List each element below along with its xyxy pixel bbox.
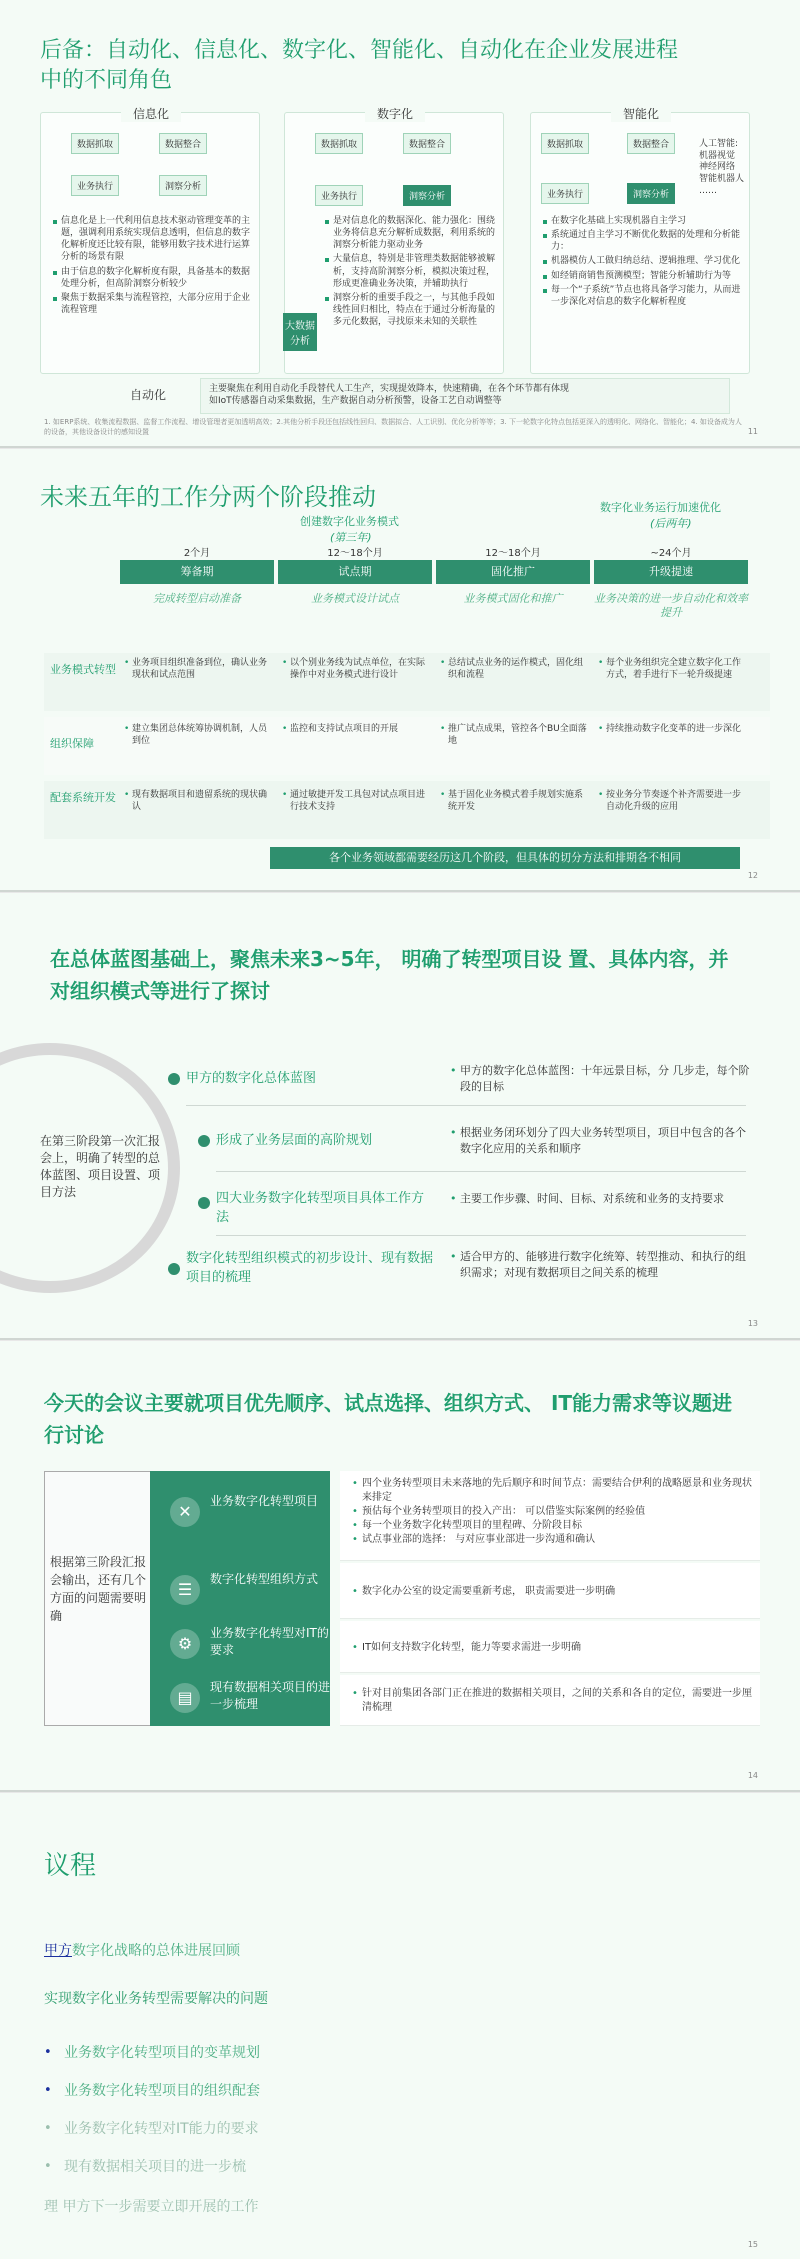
gear-icon: ⚙ bbox=[170, 1629, 200, 1659]
topic-desc: • 适合甲方的、能够进行数字化统筹、转型推动、和执行的组织需求；对现有数据项目之间关系的梳理 bbox=[450, 1249, 750, 1281]
bullet: 是对信息化的数据深化、能力强化：围绕业务将信息充分解析成数据，利用系统的洞察分析能力驱动业务 bbox=[325, 215, 497, 251]
phase-head: 固化推广 bbox=[436, 560, 590, 584]
bullet: 洞察分析的重要手段之一，与其他手段如线性回归相比，特点在于通过分析海量的多元化数据，寻找原来未知的关联性 bbox=[325, 292, 497, 328]
phase-duration: 12～18个月 bbox=[485, 548, 541, 559]
bullet: 如经销商销售预测模型；智能分析辅助行为等 bbox=[543, 270, 743, 282]
phase-duration: ~24个月 bbox=[650, 548, 692, 559]
agenda-title: 议程 bbox=[44, 1851, 97, 1881]
bullet: 信息化是上一代利用信息技术驱动管理变革的主题，强调利用系统实现信息透明，但信息的数字化解析度还比较有限，能够用数字技术进行运算分析的场景有限 bbox=[53, 215, 253, 264]
flow-data-integrate: 数据整合 bbox=[627, 133, 675, 154]
row-cell: • 基于固化业务模式着手规划实施系统开发 bbox=[440, 789, 590, 813]
automation-line: 如IoT传感器自动采集数据，生产数据自动分析预警，设备工艺自动调整等 bbox=[209, 396, 502, 407]
band-label: 现有数据相关项目的进一步梳理 bbox=[210, 1680, 331, 1711]
phase-head: 筹备期 bbox=[120, 560, 274, 584]
phase-head: 升级提速 bbox=[594, 560, 748, 584]
bullet: • bbox=[44, 2045, 52, 2060]
phase-upgrade bbox=[594, 544, 748, 632]
divider bbox=[216, 1235, 746, 1236]
item-text bbox=[352, 1641, 752, 1655]
slide3-title: 在总体蓝图基础上，聚焦未来3~5年， 明确了转型项目设 置、具体内容，并对组织模式等进行了探讨 bbox=[50, 947, 729, 1003]
topic-dot bbox=[168, 1073, 180, 1085]
bullet: 大量信息，特别是非管理类数据能够被解析，支持高阶洞察分析，模拟决策过程，形成更准确业务决策，并辅助执行 bbox=[325, 253, 497, 289]
topic-dot bbox=[198, 1135, 210, 1147]
row-cell: • 建立集团总体统筹协调机制，人员到位 bbox=[124, 723, 274, 747]
phase-goal: 业务模式固化和推广 bbox=[463, 592, 563, 605]
band-label: 业务数字化转型项目 bbox=[210, 1494, 319, 1508]
phase-consolidate bbox=[436, 544, 590, 632]
flow-data-capture: 数据抓取 bbox=[71, 133, 119, 154]
phase-prep bbox=[120, 544, 274, 632]
left-text: 根据第三阶段汇报会输出，还有几个方面的问题需要明确 bbox=[50, 1555, 147, 1623]
agenda-item: 理 甲方下一步需要立即开展的工作 bbox=[44, 2199, 259, 2215]
topic-label: 甲方的数字化总体蓝图 bbox=[186, 1071, 317, 1086]
ai-item: …… bbox=[699, 185, 717, 196]
agenda-text: 数字化战略的总体进展回顾 bbox=[72, 1943, 240, 1959]
topic-label: 四大业务数字化转型项目具体工作方法 bbox=[216, 1191, 425, 1225]
topic-desc: • 根据业务闭环划分了四大业务转型项目，项目中包含的各个数字化应用的关系和顺序 bbox=[450, 1125, 750, 1157]
database-icon: ▤ bbox=[170, 1683, 200, 1713]
ai-item: 智能机器人 bbox=[699, 174, 745, 185]
item-line: • 针对目前集团各部门正在推进的数据相关项目，之间的关系和各自的定位，需要进一步厘清梳理 bbox=[352, 1687, 752, 1715]
row-label: 业务模式转型 bbox=[50, 663, 116, 676]
ai-item: 神经网络 bbox=[699, 162, 736, 173]
row-cell: • 现有数据项目和遗留系统的现状确认 bbox=[124, 789, 274, 813]
circle-text: 在第三阶段第一次汇报会上，明确了转型的总体蓝图、项目设置、项目方法 bbox=[40, 1134, 161, 1199]
stage2-sub: (后两年) bbox=[650, 517, 692, 530]
item-text bbox=[352, 1687, 752, 1715]
bullet: 系统通过自主学习不断优化数据的处理和分析能力： bbox=[543, 229, 743, 253]
band-item bbox=[170, 1569, 330, 1619]
org-chart-icon: ☰ bbox=[170, 1575, 200, 1605]
slide-discussion bbox=[0, 1341, 800, 1792]
column-head: 智能化 bbox=[611, 105, 671, 122]
bullet: 在数字化基础上实现机器自主学习 bbox=[543, 215, 743, 227]
row-cell: • 以个别业务线为试点单位，在实际操作中对业务模式进行设计 bbox=[282, 657, 432, 681]
page-number: 11 bbox=[747, 427, 758, 436]
item-line: • 数字化办公室的设定需要重新考虑， 职责需要进一步明确 bbox=[352, 1585, 752, 1599]
divider bbox=[216, 1171, 746, 1172]
row-cell: • 推广试点成果，管控各个BU全面落地 bbox=[440, 723, 590, 747]
column-intelligence bbox=[530, 107, 750, 374]
flow-execution: 业务执行 bbox=[315, 185, 363, 206]
flow-execution: 业务执行 bbox=[541, 183, 589, 204]
page-number: 15 bbox=[747, 2240, 758, 2249]
slide4-title: 今天的会议主要就项目优先顺序、试点选择、组织方式、 IT能力需求等议题进行讨论 bbox=[44, 1391, 733, 1447]
flow-data-capture: 数据抓取 bbox=[541, 133, 589, 154]
band-item bbox=[170, 1491, 330, 1541]
page-number: 14 bbox=[747, 1771, 758, 1780]
flow-execution: 业务执行 bbox=[71, 175, 119, 196]
ai-item: 机器视觉 bbox=[699, 150, 736, 161]
ai-list bbox=[699, 139, 751, 197]
bullet-list bbox=[543, 215, 743, 310]
item-line: • 试点事业部的选择： 与对应事业部进一步沟通和确认 bbox=[352, 1533, 752, 1547]
item-line: • IT如何支持数字化转型，能力等要求需进一步明确 bbox=[352, 1641, 752, 1655]
row-label: 组织保障 bbox=[50, 737, 94, 750]
agenda-subitem: 业务数字化转型项目的变革规划 bbox=[64, 2045, 260, 2061]
slide-blueprint bbox=[0, 893, 800, 1340]
phase-pilot bbox=[278, 544, 432, 632]
column-digitalization bbox=[284, 107, 504, 374]
row-cell: • 总结试点业务的运作模式，固化组织和流程 bbox=[440, 657, 590, 681]
topic-label: 数字化转型组织模式的初步设计、现有数据项目的梳理 bbox=[186, 1251, 434, 1285]
agenda-item: 实现数字化业务转型需要解决的问题 bbox=[44, 1991, 268, 2007]
page-number: 12 bbox=[747, 871, 758, 880]
automation-line: 主要聚焦在利用自动化手段替代人工生产，实现提效降本，快速精确，在各个环节都有体现 bbox=[209, 384, 570, 394]
flow-data-integrate: 数据整合 bbox=[159, 133, 207, 154]
bullet: 机器模仿人工做归纳总结、逻辑推理、学习优化 bbox=[543, 255, 743, 267]
slide-two-phases bbox=[0, 449, 800, 892]
row-cell: • 业务项目组织准备到位，确认业务现状和试点范围 bbox=[124, 657, 274, 681]
bullet: 由于信息的数字化解析度有限，具备基本的数据处理分析，但高阶洞察分析较少 bbox=[53, 266, 253, 290]
slide2-title: 未来五年的工作分两个阶段推动 bbox=[40, 483, 376, 511]
row-cell: • 持续推动数字化变革的进一步深化 bbox=[598, 723, 748, 735]
band-label: 数字化转型组织方式 bbox=[210, 1572, 319, 1586]
band-item bbox=[170, 1623, 330, 1673]
agenda-subitem: 业务数字化转型对IT能力的要求 bbox=[64, 2121, 259, 2137]
stage2-label: 数字化业务运行加速优化 bbox=[600, 501, 721, 514]
column-informatization bbox=[40, 107, 260, 374]
slide-roles bbox=[0, 0, 800, 448]
topic-desc: • 甲方的数字化总体蓝图：十年远景目标，分 几步走，每个阶段的目标 bbox=[450, 1063, 750, 1095]
row-cell: • 每个业务组织完全建立数字化工作方式，着手进行下一轮升级提速 bbox=[598, 657, 748, 681]
stage1-sub: (第三年) bbox=[330, 531, 372, 544]
topic-dot bbox=[198, 1197, 210, 1209]
bullet-list bbox=[53, 215, 253, 318]
item-line: • 每一个业务数字化转型项目的里程碑、分阶段目标 bbox=[352, 1519, 752, 1533]
band-label: 业务数字化转型对IT的要求 bbox=[210, 1626, 329, 1657]
row-cell: • 监控和支持试点项目的开展 bbox=[282, 723, 432, 735]
divider bbox=[186, 1105, 746, 1106]
tools-icon: ✕ bbox=[170, 1497, 200, 1527]
big-data-badge: 大数据分析 bbox=[283, 313, 317, 351]
automation-bar bbox=[200, 378, 730, 414]
phase-goal: 业务决策的进一步自动化和效率提升 bbox=[594, 592, 748, 619]
column-head: 数字化 bbox=[365, 105, 425, 122]
slide-agenda bbox=[0, 1793, 800, 2259]
topic-dot bbox=[168, 1263, 180, 1275]
agenda-link[interactable]: 甲方 bbox=[44, 1943, 72, 1959]
bullet: • bbox=[44, 2121, 52, 2136]
automation-label: 自动化 bbox=[130, 388, 167, 402]
flow-insight: 洞察分析 bbox=[403, 185, 451, 206]
phase-head: 试点期 bbox=[278, 560, 432, 584]
topic-desc: • 主要工作步骤、时间、目标、对系统和业务的支持要求 bbox=[450, 1191, 750, 1207]
row-label: 配套系统开发 bbox=[50, 791, 116, 804]
phase-duration: 12～18个月 bbox=[327, 548, 383, 559]
phase-goal: 完成转型启动准备 bbox=[153, 592, 241, 605]
bullet: 聚焦于数据采集与流程管控，大部分应用于企业流程管理 bbox=[53, 292, 253, 316]
item-line: • 四个业务转型项目未来落地的先后顺序和时间节点：需要结合伊利的战略愿景和业务现状来排定 bbox=[352, 1477, 752, 1505]
item-text bbox=[352, 1585, 752, 1599]
ai-label: 人工智能: bbox=[699, 139, 739, 149]
bullet-list bbox=[325, 215, 497, 330]
phase-duration: 2个月 bbox=[183, 548, 211, 559]
bullet: 每一个“子系统”节点也将具备学习能力，从而进一步深化对信息的数字化解析程度 bbox=[543, 284, 743, 308]
footer-bar: 各个业务领域都需要经历这几个阶段，但具体的切分方法和排期各不相同 bbox=[270, 847, 740, 869]
flow-data-capture: 数据抓取 bbox=[315, 133, 363, 154]
agenda-subitem: 现有数据相关项目的进一步梳 bbox=[64, 2159, 246, 2175]
stage1-label: 创建数字化业务模式 bbox=[300, 515, 399, 528]
flow-insight: 洞察分析 bbox=[627, 183, 675, 204]
agenda-subitem: 业务数字化转型项目的组织配套 bbox=[64, 2083, 260, 2099]
row-cell: • 按业务分节奏逐个补齐需要进一步自动化升级的应用 bbox=[598, 789, 748, 813]
page-number: 13 bbox=[747, 1319, 758, 1328]
footnote: 1. 如ERP系统、收集流程数据、监督工作流程、增设管理者更加透明高效；2.其他分析手段还包括线性回归、数据拟合、人工识别、优化分析等等；3. 下一轮数字化特点包括更深入的透明化、网络化、智能化；4. 如设备成为人的设备，其他设备设计的感知设置 bbox=[44, 418, 742, 436]
flow-insight: 洞察分析 bbox=[159, 175, 207, 196]
column-head: 信息化 bbox=[121, 105, 181, 122]
slide1-title: 后备：自动化、信息化、数字化、智能化、自动化在企业发展进程中的不同角色 bbox=[40, 38, 679, 93]
flow-data-integrate: 数据整合 bbox=[403, 133, 451, 154]
bullet: • bbox=[44, 2083, 52, 2098]
topic-label: 形成了业务层面的高阶规划 bbox=[216, 1133, 373, 1148]
band-item bbox=[170, 1677, 330, 1727]
item-text bbox=[352, 1477, 752, 1547]
row-cell: • 通过敏捷开发工具包对试点项目进行技术支持 bbox=[282, 789, 432, 813]
agenda-item bbox=[44, 1941, 240, 1961]
phase-goal: 业务模式设计试点 bbox=[311, 592, 399, 605]
bullet: • bbox=[44, 2159, 52, 2174]
item-line: • 预估每个业务转型项目的投入产出： 可以借鉴实际案例的经验值 bbox=[352, 1505, 752, 1519]
